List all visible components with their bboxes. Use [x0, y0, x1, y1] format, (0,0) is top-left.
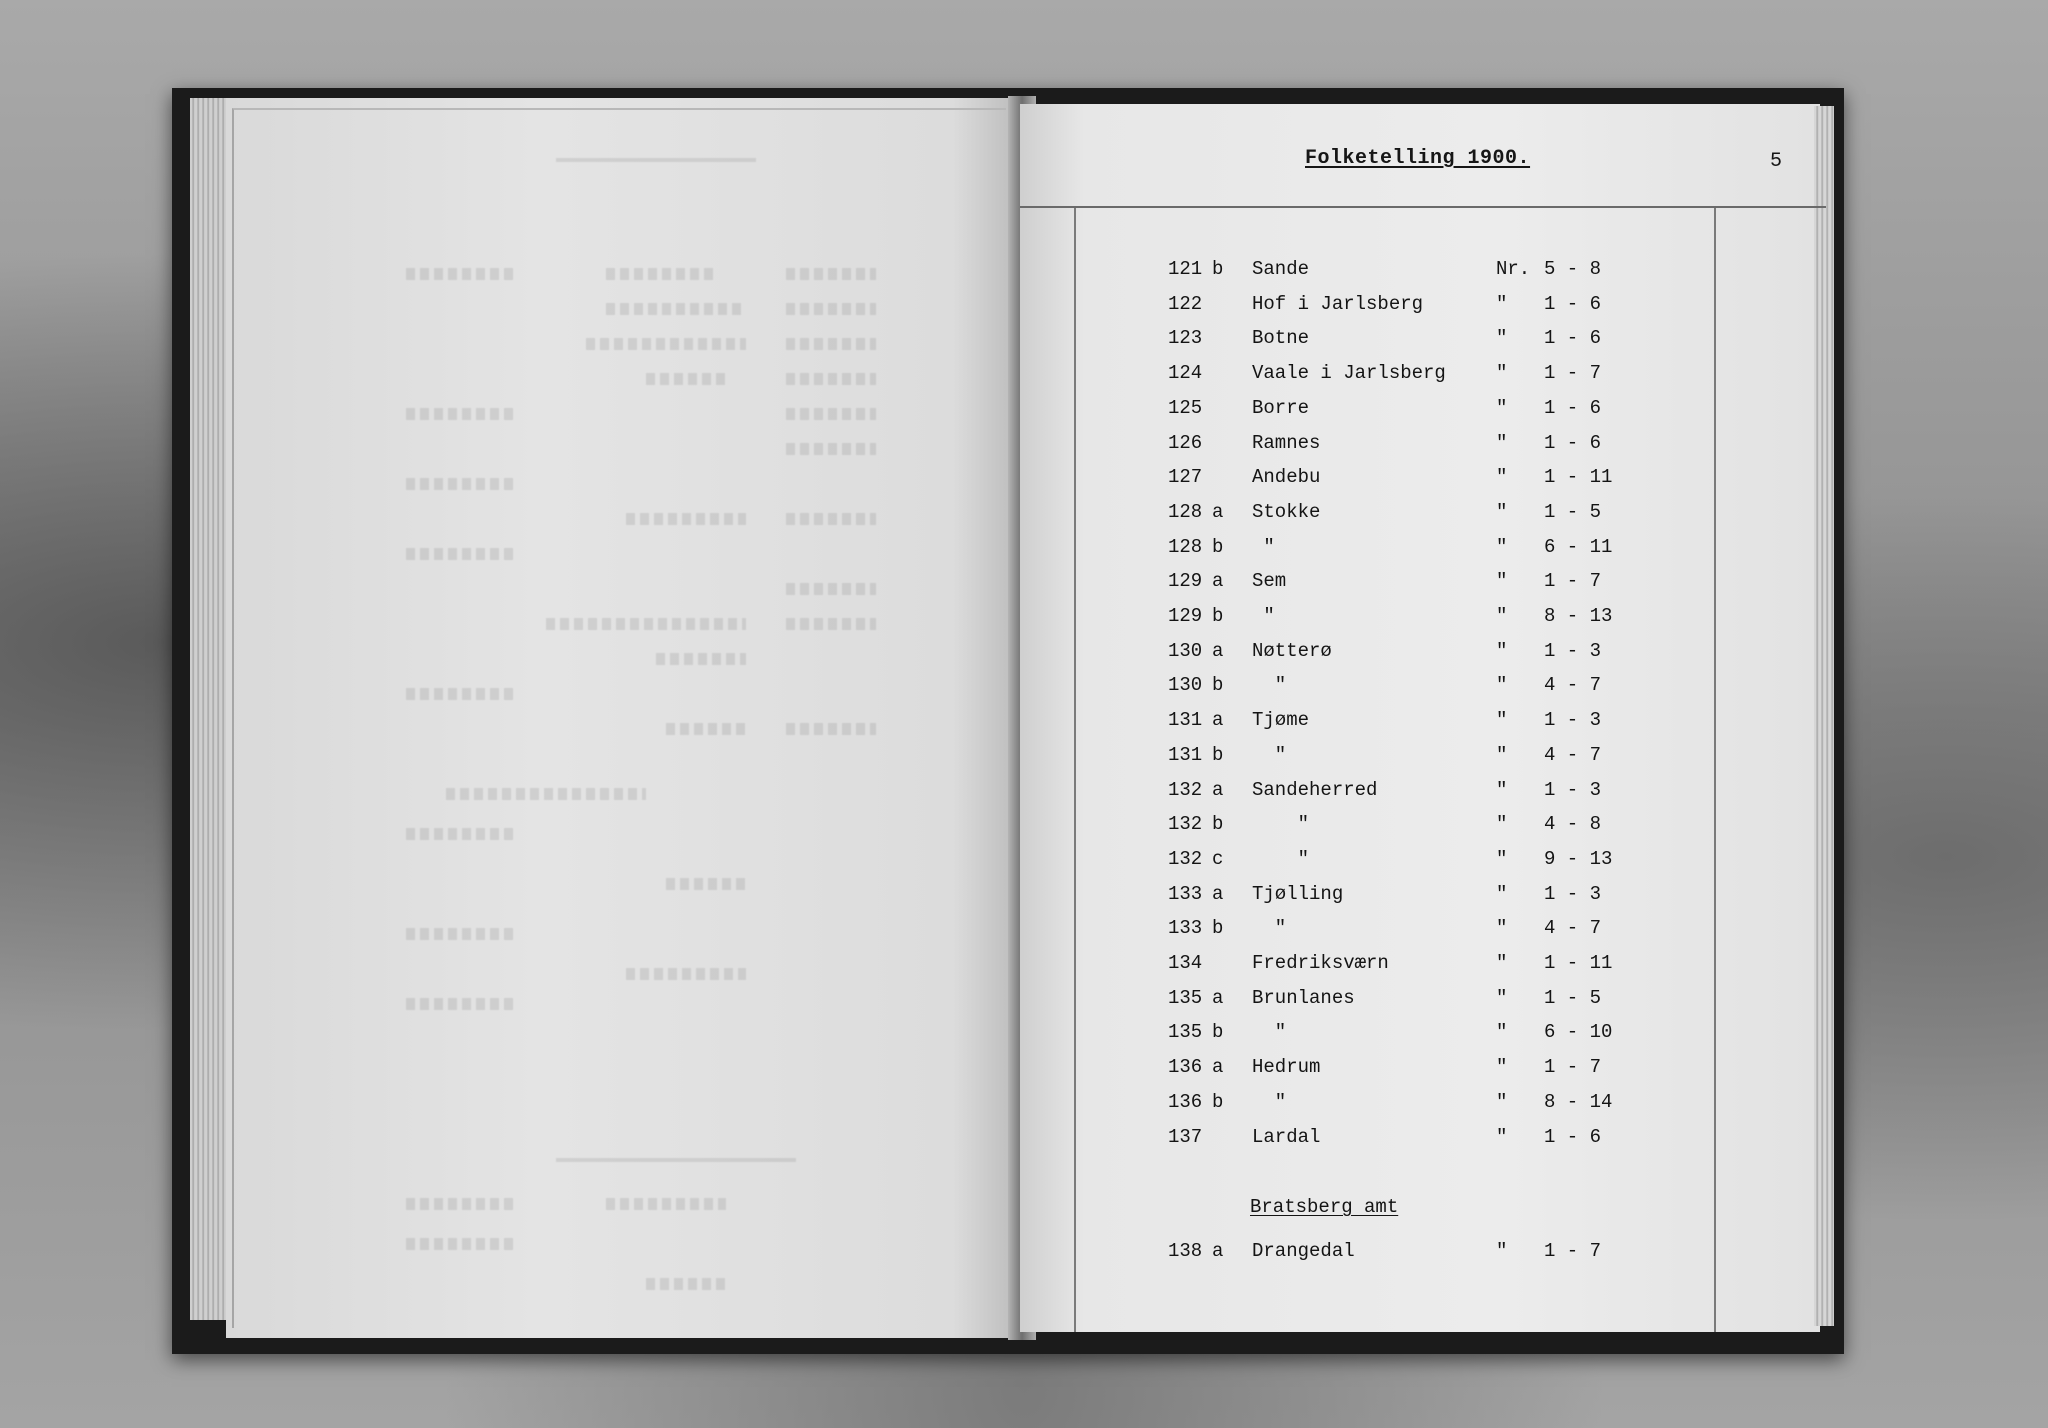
entry-range: 1 - 6 — [1544, 327, 1602, 350]
entry-suffix: b — [1212, 605, 1224, 627]
entry-suffix: a — [1212, 709, 1224, 732]
entry-number: 131 — [1168, 743, 1203, 766]
entry-mark: " — [1496, 1021, 1508, 1044]
entry-mark: " — [1496, 535, 1508, 558]
entry-mark: " — [1496, 500, 1508, 523]
entry-mark: " — [1496, 847, 1508, 870]
entry-range: 4 - 7 — [1544, 743, 1602, 766]
entry-suffix: b — [1212, 917, 1224, 940]
entry-name: Vaale i Jarlsberg — [1252, 362, 1446, 385]
entry-name: " — [1252, 535, 1275, 558]
entry-range: 5 - 8 — [1544, 258, 1602, 280]
entry-suffix: a — [1212, 1240, 1224, 1262]
entry-mark: " — [1496, 986, 1508, 1009]
entry-number: 122 — [1168, 292, 1203, 315]
entry-suffix: b — [1212, 674, 1224, 697]
entry-range: 4 - 7 — [1544, 674, 1602, 697]
entry-range: 1 - 6 — [1544, 431, 1602, 454]
entry-range: 1 - 3 — [1544, 639, 1602, 662]
entry-name: Tjøme — [1252, 709, 1310, 732]
entry-range: 1 - 7 — [1544, 1240, 1602, 1262]
entry-range: 1 - 11 — [1544, 466, 1613, 489]
entry-mark: " — [1496, 292, 1508, 315]
entry-suffix: a — [1212, 570, 1224, 593]
entry-suffix: b — [1212, 813, 1224, 836]
entry-name: " — [1252, 743, 1287, 766]
entry-suffix: b — [1212, 535, 1224, 558]
entry-name: Hedrum — [1252, 1056, 1321, 1079]
entry-number: 134 — [1168, 952, 1203, 974]
entry-number: 130 — [1168, 674, 1203, 697]
entry-mark: " — [1496, 674, 1508, 697]
entry-range: 1 - 6 — [1544, 396, 1602, 419]
entry-name: " — [1252, 674, 1287, 697]
entry-name: " — [1252, 813, 1310, 836]
entry-name: Andebu — [1252, 466, 1321, 489]
entry-number: 127 — [1168, 466, 1203, 489]
entry-name: Drangedal — [1252, 1240, 1355, 1262]
entry-name: Botne — [1252, 327, 1310, 350]
entry-range: 9 - 13 — [1544, 847, 1613, 870]
entry-number: 123 — [1168, 327, 1203, 350]
entry-range: 1 - 7 — [1544, 362, 1602, 385]
entry-mark: " — [1496, 882, 1508, 905]
entry-mark: " — [1496, 1240, 1508, 1262]
entry-name: Fredriksværn — [1252, 952, 1389, 974]
page-number: 5 — [1770, 150, 1783, 173]
entry-range: 4 - 7 — [1544, 917, 1602, 940]
entry-range: 1 - 6 — [1544, 1125, 1602, 1148]
entry-number: 125 — [1168, 396, 1203, 419]
entry-name: " — [1252, 1021, 1287, 1044]
entry-range: 4 - 8 — [1544, 813, 1602, 836]
entry-range: 8 - 14 — [1544, 1090, 1613, 1113]
entry-range: 1 - 5 — [1544, 986, 1602, 1009]
entry-suffix: a — [1212, 882, 1224, 905]
entry-number: 124 — [1168, 362, 1203, 385]
entry-suffix: a — [1212, 778, 1224, 801]
entry-suffix: a — [1212, 1056, 1224, 1079]
entry-name: Ramnes — [1252, 431, 1321, 454]
entry-mark: " — [1496, 778, 1508, 801]
entry-number: 136 — [1168, 1090, 1203, 1113]
entry-range: 1 - 3 — [1544, 709, 1602, 732]
entry-range: 6 - 11 — [1544, 535, 1613, 558]
entry-range: 1 - 7 — [1544, 570, 1602, 593]
entry-number: 138 — [1168, 1240, 1203, 1262]
entry-number: 132 — [1168, 778, 1203, 801]
entry-mark: " — [1496, 396, 1508, 419]
entry-suffix: b — [1212, 258, 1224, 280]
entry-mark: " — [1496, 327, 1508, 350]
entry-name: Stokke — [1252, 500, 1321, 523]
entry-mark: " — [1496, 431, 1508, 454]
entry-mark: " — [1496, 917, 1508, 940]
entry-number: 133 — [1168, 917, 1203, 940]
entry-range: 1 - 6 — [1544, 292, 1602, 315]
entry-number: 136 — [1168, 1056, 1203, 1079]
entry-suffix: c — [1212, 847, 1224, 870]
entry-name: " — [1252, 847, 1310, 870]
entry-name: " — [1252, 1090, 1287, 1113]
entry-name: " — [1252, 605, 1275, 627]
entry-number: 132 — [1168, 847, 1203, 870]
entry-mark: " — [1496, 1125, 1508, 1148]
entry-range: 1 - 3 — [1544, 778, 1602, 801]
entry-mark: " — [1496, 1056, 1508, 1079]
entry-name: Nøtterø — [1252, 639, 1332, 662]
entry-mark: " — [1496, 743, 1508, 766]
entry-name: Borre — [1252, 396, 1310, 419]
entry-mark: " — [1496, 952, 1508, 974]
entry-name: Lardal — [1252, 1125, 1321, 1148]
entry-name: Sem — [1252, 570, 1287, 593]
entry-suffix: b — [1212, 743, 1224, 766]
entry-number: 129 — [1168, 570, 1203, 593]
entry-name: Sandeherred — [1252, 778, 1378, 801]
entry-mark: " — [1496, 639, 1508, 662]
entry-name: Sande — [1252, 258, 1310, 280]
entry-suffix: a — [1212, 500, 1224, 523]
entry-number: 130 — [1168, 639, 1203, 662]
entry-suffix: b — [1212, 1090, 1224, 1113]
entry-mark: " — [1496, 362, 1508, 385]
entry-number: 135 — [1168, 1021, 1203, 1044]
entry-mark: " — [1496, 605, 1508, 627]
entry-name: " — [1252, 917, 1287, 940]
entry-name: Tjølling — [1252, 882, 1344, 905]
entry-number: 133 — [1168, 882, 1203, 905]
entry-number: 131 — [1168, 709, 1203, 732]
entry-number: 128 — [1168, 535, 1203, 558]
entry-number: 135 — [1168, 986, 1203, 1009]
entry-number: 121 — [1168, 258, 1203, 280]
entry-mark: Nr. — [1496, 258, 1531, 280]
entry-mark: " — [1496, 1090, 1508, 1113]
section-heading: Bratsberg amt — [1250, 1196, 1399, 1218]
entry-range: 1 - 7 — [1544, 1056, 1602, 1079]
entry-range: 8 - 13 — [1544, 605, 1613, 627]
entry-range: 6 - 10 — [1544, 1021, 1613, 1044]
entry-range: 1 - 3 — [1544, 882, 1602, 905]
entry-number: 132 — [1168, 813, 1203, 836]
entry-number: 128 — [1168, 500, 1203, 523]
entry-suffix: a — [1212, 639, 1224, 662]
entry-range: 1 - 5 — [1544, 500, 1602, 523]
entry-number: 126 — [1168, 431, 1203, 454]
page-title: Folketelling 1900. — [1305, 147, 1531, 170]
entry-number: 129 — [1168, 605, 1203, 627]
entry-mark: " — [1496, 466, 1508, 489]
entry-mark: " — [1496, 570, 1508, 593]
entry-name: Brunlanes — [1252, 986, 1355, 1009]
entry-suffix: a — [1212, 986, 1224, 1009]
entry-mark: " — [1496, 709, 1508, 732]
entry-suffix: b — [1212, 1021, 1224, 1044]
entry-number: 137 — [1168, 1125, 1203, 1148]
entry-mark: " — [1496, 813, 1508, 836]
entry-range: 1 - 11 — [1544, 952, 1613, 974]
entry-name: Hof i Jarlsberg — [1252, 292, 1424, 315]
